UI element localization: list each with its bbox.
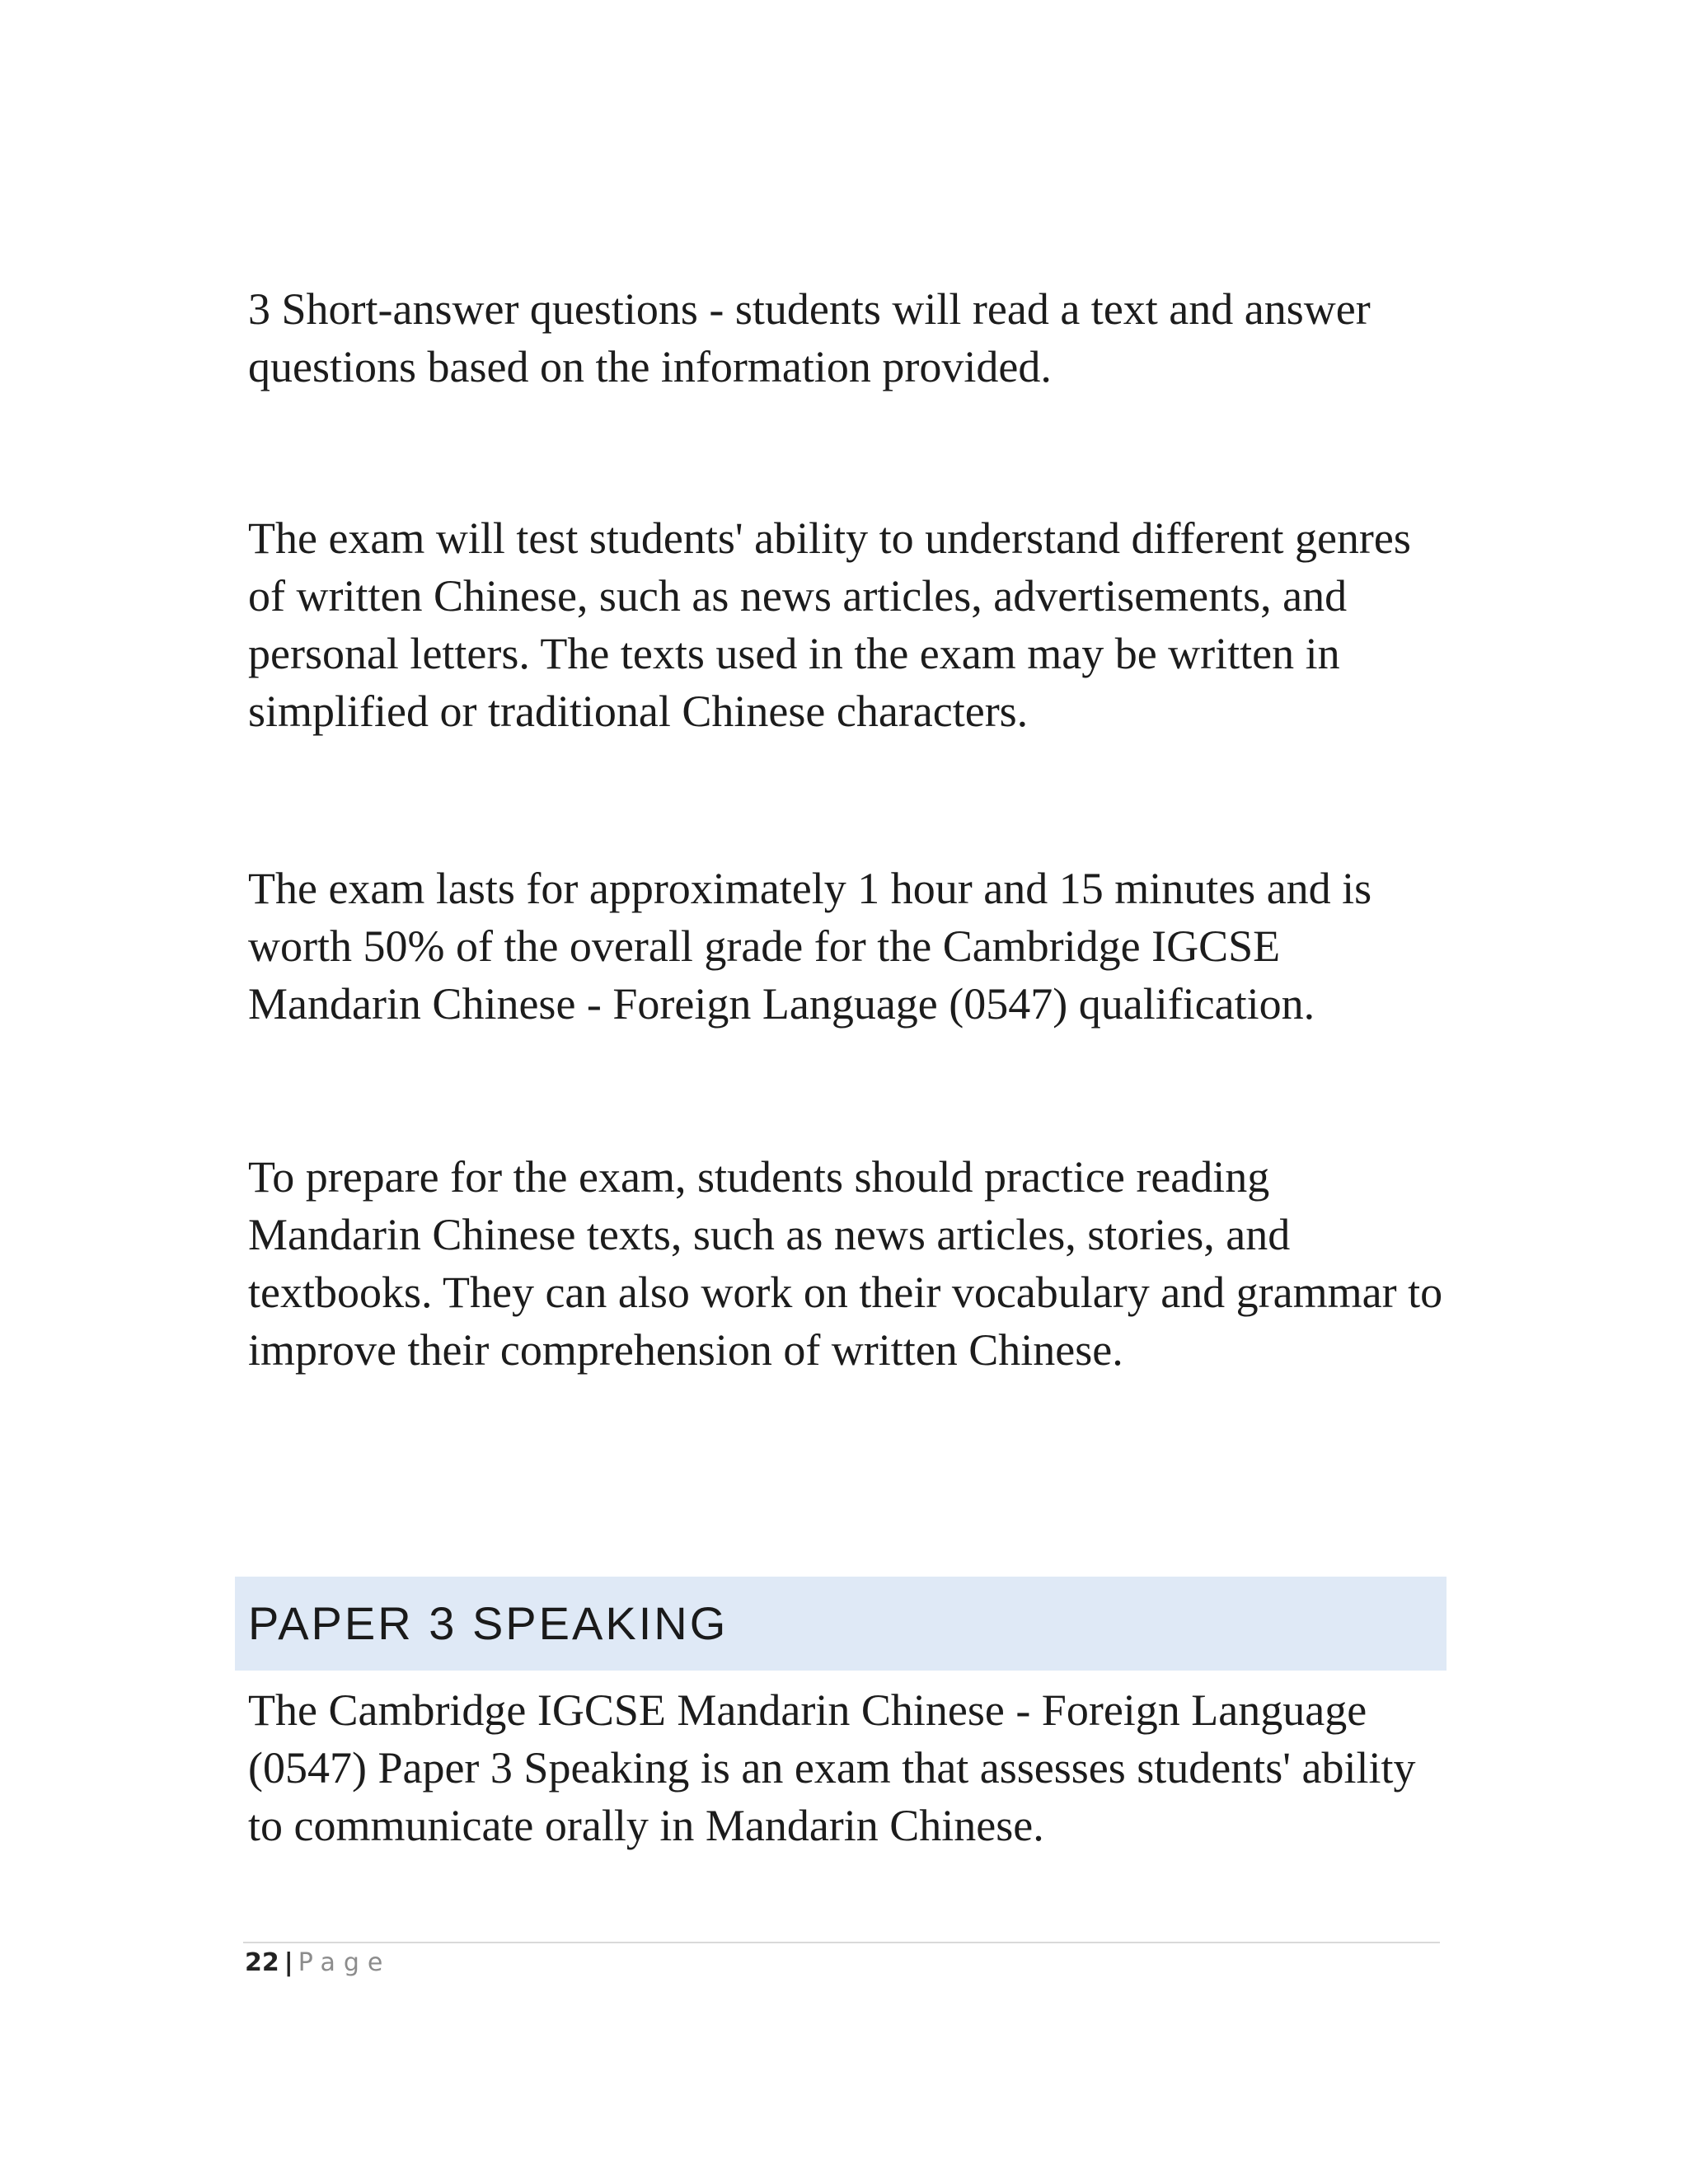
page-number: 22 bbox=[245, 1948, 279, 1977]
paragraph-short-answer: 3 Short-answer questions - students will read a text and answer questions based on the information provided. bbox=[248, 284, 1371, 391]
footer-separator: | bbox=[284, 1948, 293, 1977]
paragraph-genres: The exam will test students' ability to understand different genres of written Chinese, such as news articles, advertisements, and personal letters. The texts used in the exam may be written in simplified or traditional Chinese characters. bbox=[248, 513, 1411, 736]
footer-divider bbox=[243, 1942, 1440, 1943]
paragraph-preparation: To prepare for the exam, students should practice reading Mandarin Chinese texts, such as news articles, stories, and textbooks. They can also work on their vocabulary and grammar to improve their comprehension of written Chinese. bbox=[248, 1152, 1443, 1375]
page-label: Page bbox=[298, 1948, 392, 1977]
paragraph-speaking-intro: The Cambridge IGCSE Mandarin Chinese - Foreign Language (0547) Paper 3 Speaking is an exam that assesses students' ability to communicate orally in Mandarin Chinese. bbox=[248, 1685, 1416, 1850]
page-footer bbox=[245, 1945, 391, 1981]
section-heading-band bbox=[235, 1577, 1447, 1671]
paragraph-duration: The exam lasts for approximately 1 hour and 15 minutes and is worth 50% of the overall grade for the Cambridge IGCSE Mandarin Chinese - Foreign Language (0547) qualification. bbox=[248, 864, 1372, 1029]
section-heading: PAPER 3 SPEAKING bbox=[248, 1597, 729, 1649]
